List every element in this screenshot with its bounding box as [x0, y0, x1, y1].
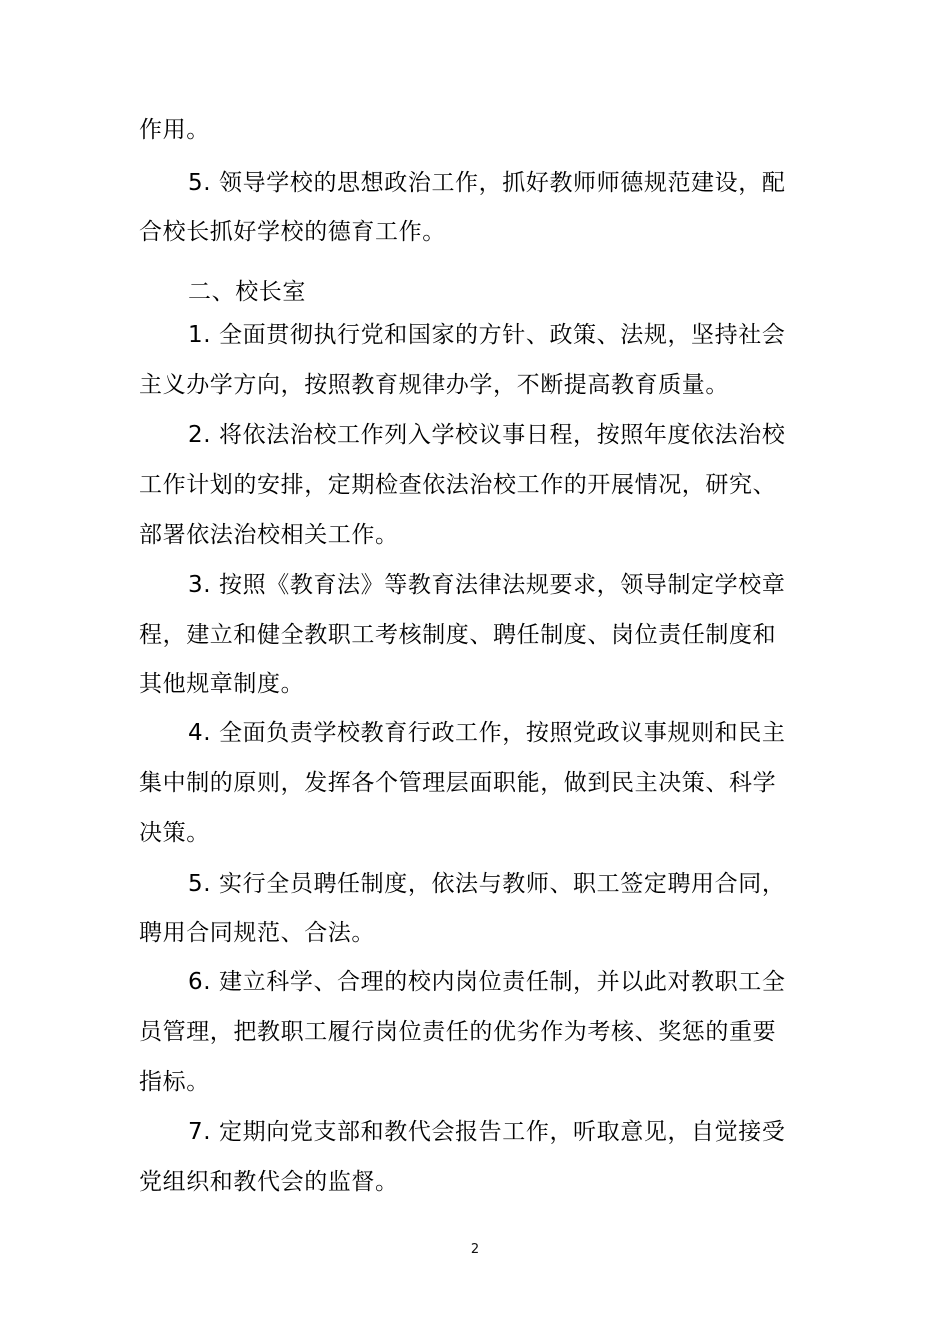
- text-line: 程，建立和健全教职工考核制度、聘任制度、岗位责任制度和: [139, 622, 777, 648]
- text-line: 决策。: [139, 820, 210, 846]
- text-line: 工作计划的安排，定期检查依法治校工作的开展情况，研究、: [139, 472, 777, 498]
- page-number: 2: [470, 1242, 480, 1257]
- text-line: 指标。: [139, 1069, 210, 1095]
- text-line: 1. 全面贯彻执行党和国家的方针、政策、法规，坚持社会: [188, 322, 786, 348]
- text-line: 3. 按照《教育法》等教育法律法规要求，领导制定学校章: [188, 572, 786, 598]
- text-line: 党组织和教代会的监督。: [139, 1169, 399, 1195]
- text-line: 5. 领导学校的思想政治工作，抓好教师师德规范建设，配: [188, 170, 786, 196]
- text-line: 合校长抓好学校的德育工作。: [139, 219, 446, 245]
- text-line: 作用。: [139, 117, 210, 143]
- text-line: 部署依法治校相关工作。: [139, 522, 399, 548]
- text-line: 7. 定期向党支部和教代会报告工作，听取意见，自觉接受: [188, 1119, 786, 1145]
- text-line: 6. 建立科学、合理的校内岗位责任制，并以此对教职工全: [188, 969, 786, 995]
- text-line: 集中制的原则，发挥各个管理层面职能，做到民主决策、科学: [139, 770, 777, 796]
- text-line: 5. 实行全员聘任制度，依法与教师、职工签定聘用合同，: [188, 871, 786, 897]
- section-heading: 二、校长室: [188, 279, 306, 305]
- text-line: 2. 将依法治校工作列入学校议事日程，按照年度依法治校: [188, 422, 786, 448]
- text-line: 主义办学方向，按照教育规律办学，不断提高教育质量。: [139, 372, 729, 398]
- text-line: 其他规章制度。: [139, 671, 305, 697]
- text-line: 员管理，把教职工履行岗位责任的优劣作为考核、奖惩的重要: [139, 1019, 777, 1045]
- text-line: 4. 全面负责学校教育行政工作，按照党政议事规则和民主: [188, 720, 786, 746]
- text-line: 聘用合同规范、合法。: [139, 920, 375, 946]
